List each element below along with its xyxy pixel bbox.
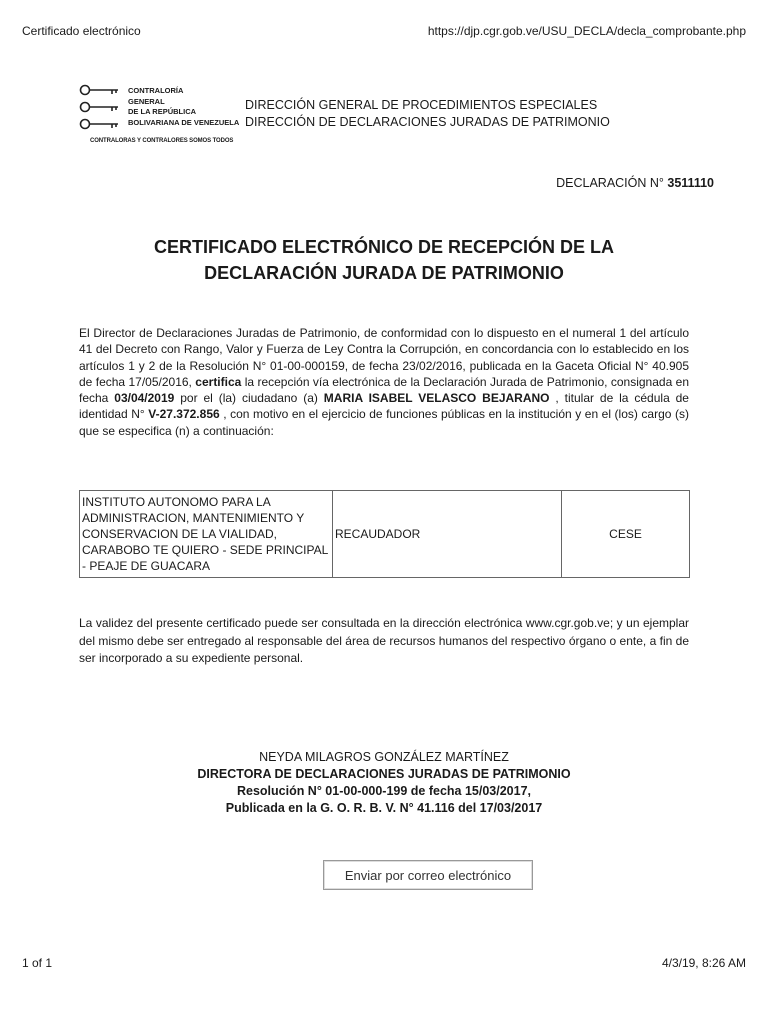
institution-cell: INSTITUTO AUTONOMO PARA LA ADMINISTRACION, MANTENIMIENTO Y CONSERVACION DE LA VIALIDAD, CARABOBO TE QUIERO - SEDE PRINCIPAL - PEAJE DE GUACARA [80,491,333,578]
certificate-title: CERTIFICADO ELECTRÓNICO DE RECEPCIÓN DE LA DECLARACIÓN JURADA DE PATRIMONIO [153,237,615,283]
certificate-body: El Director de Declaraciones Juradas de Patrimonio, de conformidad con lo dispuesto en el numeral 1 del artículo 41 del Decreto con Rango, Valor y Fuerza de Ley Contra la Corrupción, en concordancia con lo establecido en los artículos 1 y 2 de la Resolución N° 01-00-000159, de fecha 23/02/2016, publicada en la Gaceta Oficial N° 40.905 de fecha 17/05/2016, certifica la recepción vía electrónica de la Declaración Jurada de Patrimonio, consignada en fecha 03/04/2019 por el (la) ciudadano (a) MARIA ISABEL VELASCO BEJARANO , titular de la cédula de identidad N° V-27.372.856 , con motivo en el ejercicio de funciones públicas en la institución y en el (los) cargo (s) que se especifica (n) a continuación: [79,326,689,438]
signature-block [79,749,689,817]
declaration-date: 03/04/2019 [114,391,175,406]
print-page-count: 1 of 1 [22,956,53,970]
declaration-number-value: 3511110 [667,176,714,190]
positions-table [79,490,690,578]
print-page-url: https://djp.cgr.gob.ve/USU_DECLA/decla_comprobante.php [427,24,746,38]
position-cell: RECAUDADOR [333,491,562,578]
department-line: DIRECCIÓN DE DECLARACIONES JURADAS DE PATRIMONIO [245,115,610,129]
department-names [245,97,610,131]
citizen-name: MARIA ISABEL VELASCO BEJARANO [323,391,550,406]
department-line: DIRECCIÓN GENERAL DE PROCEDIMIENTOS ESPECIALES [245,98,598,112]
signer-resolution: Resolución N° 01-00-000-199 de fecha 15/03/2017, [236,784,532,798]
signer-gazette: Publicada en la G. O. R. B. V. N° 41.116 del 17/03/2017 [225,801,543,815]
signer-role: DIRECTORA DE DECLARACIONES JURADAS DE PATRIMONIO [197,767,571,781]
validity-notice: La validez del presente certificado puede ser consultada en la dirección electrónica www.cgr.gob.ve; y un ejemplar del mismo debe ser entregado al responsable del área de recursos humanos del respectivo órgano o ente, a fin de ser incorporado a su expediente personal. [79,616,689,665]
logo-motto: CONTRALORAS Y CONTRALORES SOMOS TODOS [90,138,234,144]
declaration-number: DECLARACIÓN N° 3511110 [556,176,714,190]
keys-logo-icon [78,82,122,134]
status-cell: CESE [562,491,690,578]
citizen-id: V-27.372.856 [148,407,220,422]
table-row [80,491,690,578]
logo-text: CONTRALORÍA GENERAL DE LA REPÚBLICA BOLIVARIANA DE VENEZUELA [128,86,240,127]
cgr-logo [78,80,246,150]
signer-name: NEYDA MILAGROS GONZÁLEZ MARTÍNEZ [259,750,509,764]
print-datetime: 4/3/19, 8:26 AM [661,956,746,970]
print-page-title: Certificado electrónico [22,24,141,38]
send-email-button[interactable]: Enviar por correo electrónico [323,860,533,890]
